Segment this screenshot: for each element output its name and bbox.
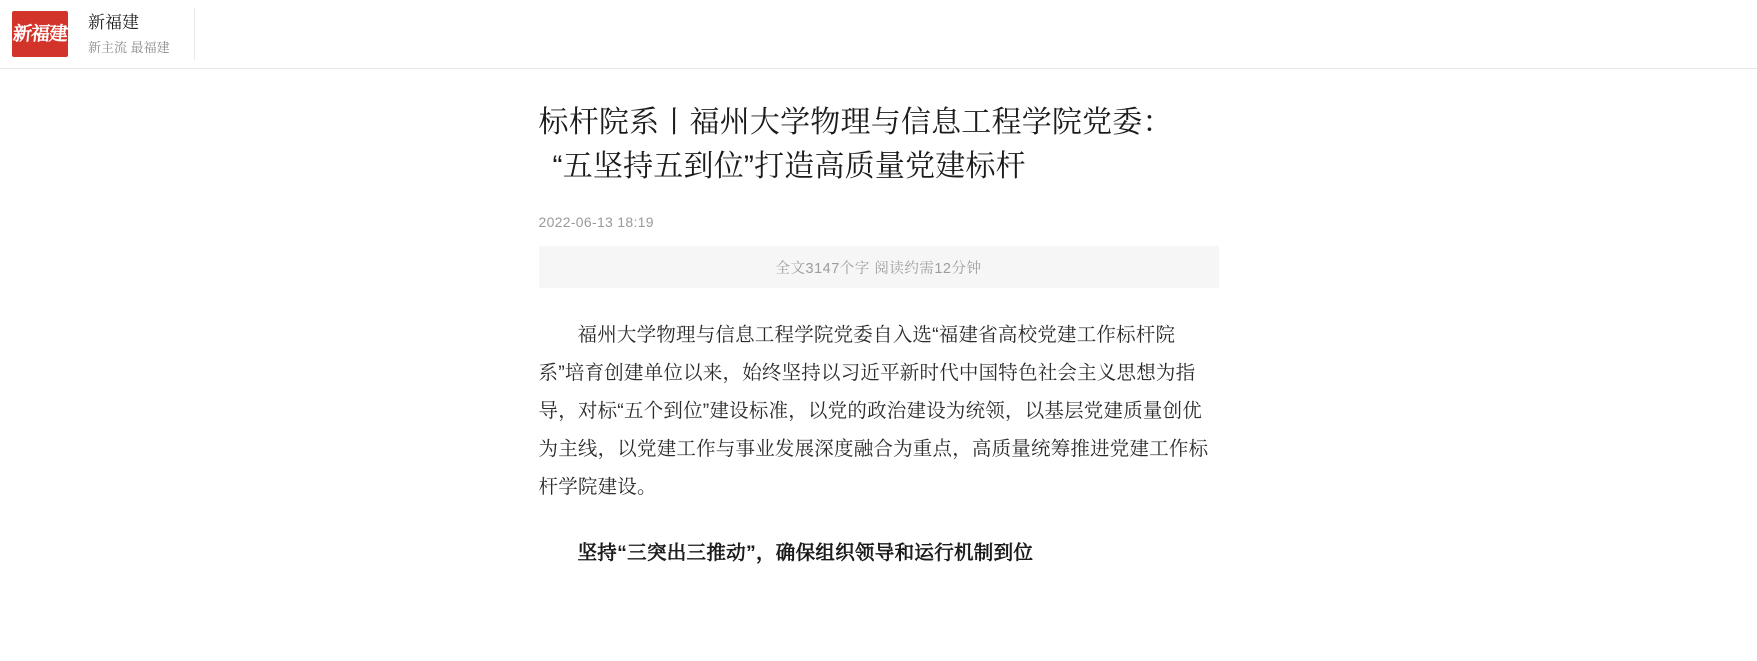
brand-block[interactable] [88, 11, 170, 57]
article-title-line-2: “五坚持五到位”打造高质量党建标杆 [552, 149, 1026, 183]
article-subheading: 坚持“三突出三推动”，确保组织领导和运行机制到位 [577, 542, 1034, 565]
site-header [0, 0, 1757, 69]
xinfujian-logo-icon[interactable] [12, 11, 68, 57]
article-body [539, 316, 1219, 571]
logo-text: 新福建 [12, 23, 68, 45]
article-paragraph: 福州大学物理与信息工程学院党委自入选“福建省高校党建工作标杆院系”培育创建单位以来，始终坚持以习近平新时代中国特色社会主义思想为指导，对标“五个到位”建设标准，以党的政治建设为统领，以基层党建质量创优为主线，以党建工作与事业发展深度融合为重点，高质量统筹推进党建工作标杆学院建设。 [538, 324, 1209, 499]
reading-info-text: 全文3147个字 阅读约需12分钟 [775, 260, 982, 277]
article-title-line-1: 标杆院系丨福州大学物理与信息工程学院党委： [538, 106, 1173, 139]
publish-timestamp: 2022-06-13 18:19 [538, 214, 654, 230]
article-container [539, 69, 1219, 571]
header-divider [194, 8, 195, 60]
page-title [539, 101, 1219, 188]
brand-slogan: 新主流 最福建 [88, 39, 170, 55]
brand-name: 新福建 [88, 12, 139, 32]
reading-info-bar [539, 246, 1219, 288]
